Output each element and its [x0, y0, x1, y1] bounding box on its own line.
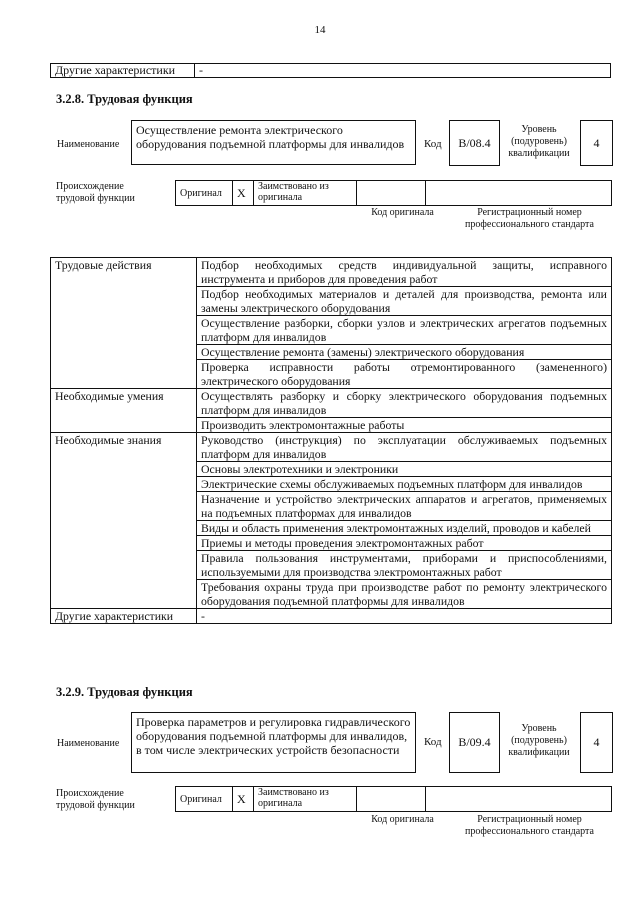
- action-item: Подбор необходимых средств индивидуальной защиты, исправного инструмента и приборов для проведения работ: [197, 258, 612, 287]
- other-characteristics-value: -: [197, 609, 612, 624]
- knowledge-item: Приемы и методы проведения электромонтажных работ: [197, 536, 612, 551]
- function-code-328: B/08.4: [449, 120, 500, 166]
- other-characteristics-label: Другие характеристики: [51, 609, 197, 624]
- qualification-level-329: 4: [580, 712, 613, 773]
- origin-table-328: [175, 180, 612, 206]
- origin-label-328: Происхождение трудовой функции: [56, 181, 135, 204]
- original-code-caption-329: Код оригинала: [371, 814, 434, 825]
- name-label-328: Наименование: [57, 139, 120, 150]
- original-code-cell-329: [357, 787, 426, 812]
- origin-label-329: Происхождение трудовой функции: [56, 788, 135, 811]
- original-mark-328: X: [233, 181, 254, 206]
- name-label-329: Наименование: [57, 738, 120, 749]
- qualification-level-328: 4: [580, 120, 613, 166]
- knowledge-item: Основы электротехники и электроники: [197, 462, 612, 477]
- registration-number-cell-329: [426, 787, 612, 812]
- action-item: Осуществление разборки, сборки узлов и электрических агрегатов подъемных платформ для инвалидов: [197, 316, 612, 345]
- level-label-329: Уровень (подуровень) квалификации: [508, 723, 570, 758]
- action-item: Подбор необходимых материалов и деталей для производства, ремонта или замены электрического оборудования: [197, 287, 612, 316]
- other-characteristics-label: Другие характеристики: [51, 64, 195, 78]
- borrowed-label-328: Заимствовано из оригинала: [254, 181, 357, 206]
- other-characteristics-top: [50, 63, 611, 78]
- original-mark-329: X: [233, 787, 254, 812]
- original-code-caption-328: Код оригинала: [371, 207, 434, 218]
- code-label-328: Код: [424, 138, 442, 150]
- function-name-328: Осуществление ремонта электрического оборудования подъемной платформы для инвалидов: [131, 120, 416, 165]
- action-item: Осуществление ремонта (замены) электрического оборудования: [197, 345, 612, 360]
- action-item: Проверка исправности работы отремонтированного (замененного) электрического оборудования: [197, 360, 612, 389]
- actions-label: Трудовые действия: [51, 258, 197, 287]
- registration-caption-328: Регистрационный номер профессионального стандарта: [465, 207, 594, 230]
- function-details-table: [50, 257, 612, 624]
- knowledge-item: Назначение и устройство электрических аппаратов и агрегатов, применяемых на подъемных платформах для инвалидов: [197, 492, 612, 521]
- knowledge-label: Необходимые знания: [51, 433, 197, 462]
- heading-3-2-9: 3.2.9. Трудовая функция: [56, 685, 193, 699]
- skill-item: Осуществлять разборку и сборку электрического оборудования подъемных платформ для инвалидов: [197, 389, 612, 418]
- level-label-328: Уровень (подуровень) квалификации: [508, 124, 570, 159]
- code-label-329: Код: [424, 736, 442, 748]
- knowledge-item: Правила пользования инструментами, приборами и приспособлениями, используемыми для производства электромонтажных работ: [197, 551, 612, 580]
- other-characteristics-value: -: [195, 64, 611, 78]
- knowledge-item: Требования охраны труда при производстве работ по ремонту электрического оборудования подъемной платформы для инвалидов: [197, 580, 612, 609]
- knowledge-item: Виды и область применения электромонтажных изделий, проводов и кабелей: [197, 521, 612, 536]
- function-code-329: B/09.4: [449, 712, 500, 773]
- original-label-329: Оригинал: [176, 787, 233, 812]
- skills-label: Необходимые умения: [51, 389, 197, 418]
- page-number: 14: [314, 24, 326, 36]
- function-name-329: Проверка параметров и регулировка гидравлического оборудования подъемной платформы для инвалидов, в том числе электрических устройств безопасности: [131, 712, 416, 773]
- borrowed-label-329: Заимствовано из оригинала: [254, 787, 357, 812]
- heading-3-2-8: 3.2.8. Трудовая функция: [56, 92, 193, 106]
- registration-caption-329: Регистрационный номер профессионального стандарта: [465, 814, 594, 837]
- knowledge-item: Руководство (инструкция) по эксплуатации обслуживаемых подъемных платформ для инвалидов: [197, 433, 612, 462]
- origin-table-329: [175, 786, 612, 812]
- registration-number-cell-328: [426, 181, 612, 206]
- original-code-cell-328: [357, 181, 426, 206]
- original-label-328: Оригинал: [176, 181, 233, 206]
- skill-item: Производить электромонтажные работы: [197, 418, 612, 433]
- knowledge-item: Электрические схемы обслуживаемых подъемных платформ для инвалидов: [197, 477, 612, 492]
